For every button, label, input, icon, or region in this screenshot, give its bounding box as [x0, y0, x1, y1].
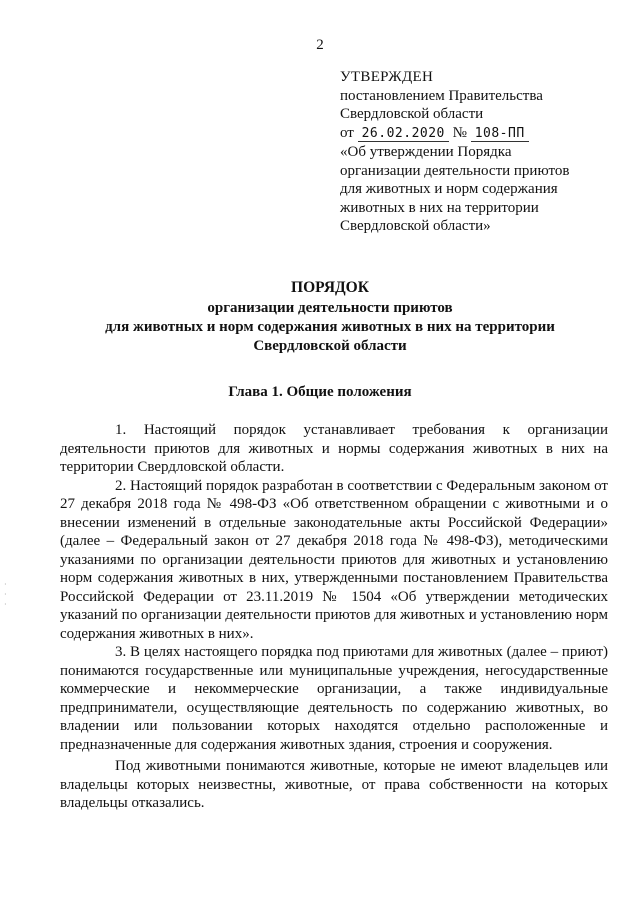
chapter-title: Глава 1. Общие положения	[228, 384, 412, 400]
document-body	[60, 421, 608, 813]
approval-heading: УТВЕРЖДЕН	[340, 69, 434, 85]
paragraph: 2. Настоящий порядок разработан в соответствии с Федеральным законом от 27 декабря 2018 года № 498-ФЗ «Об ответственном обращении с животными и о внесении изменений в отдельные законодательные акты Российской Федерации» (далее – Федеральный закон от 27 декабря 2018 года № 498-ФЗ), методическими указаниями по организации деятельности приютов для животных и установлению норм содержания животных в них, утвержденными постановлением Правительства Российской Федерации от 23.11.2019 № 1504 «Об утверждении методических указаний по организации деятельности приютов для животных и установлению норм содержания животных в них».	[60, 477, 608, 642]
document-subtitle-line: Свердловской области	[253, 338, 407, 354]
approval-line: постановлением Правительства	[340, 87, 543, 104]
decree-title-line: Свердловской области»	[340, 218, 491, 234]
page-number: 2	[316, 37, 324, 53]
date-prefix: от	[340, 124, 354, 141]
approval-stamp	[340, 68, 600, 236]
approval-line: Свердловской области	[340, 106, 484, 122]
decree-title-line: «Об утверждении Порядка	[340, 144, 512, 160]
document-subtitle-line: для животных и норм содержания животных в них на территории	[105, 319, 555, 335]
paragraph: 1. Настоящий порядок устанавливает требования к организации деятельности приютов для животных и нормы содержания животных в них на территории Свердловской области.	[60, 422, 608, 475]
scan-margin-marks: · · ·	[4, 580, 7, 609]
approval-date-line	[340, 124, 600, 144]
document-subtitle-line: организации деятельности приютов	[207, 300, 453, 316]
decree-title-line: для животных и норм содержания	[340, 181, 558, 197]
paragraph: 3. В целях настоящего порядка под приютами для животных (далее – приют) понимаются государственные или муниципальные учреждения, негосударственные коммерческие и некоммерческие организации, а также индивидуальные предприниматели, осуществляющие деятельность по содержанию животных, во владении или пользовании которых находятся отдельно расположенные и предназначенные для содержания животных здания, строения и сооружения.	[60, 644, 608, 753]
paragraph: Под животными понимаются животные, которые не имеют владельцев или владельцы которых неизвестны, животные, от права собственности на которых владельцы отказались.	[60, 758, 608, 811]
document-heading: ПОРЯДОК	[291, 279, 369, 296]
document-title	[60, 278, 600, 356]
decree-date: 26.02.2020	[358, 126, 449, 142]
decree-title-line: животных в них на территории	[340, 199, 539, 216]
number-prefix: №	[452, 124, 467, 141]
decree-title-line: организации деятельности приютов	[340, 162, 570, 179]
decree-number: 108-ПП	[471, 126, 529, 142]
